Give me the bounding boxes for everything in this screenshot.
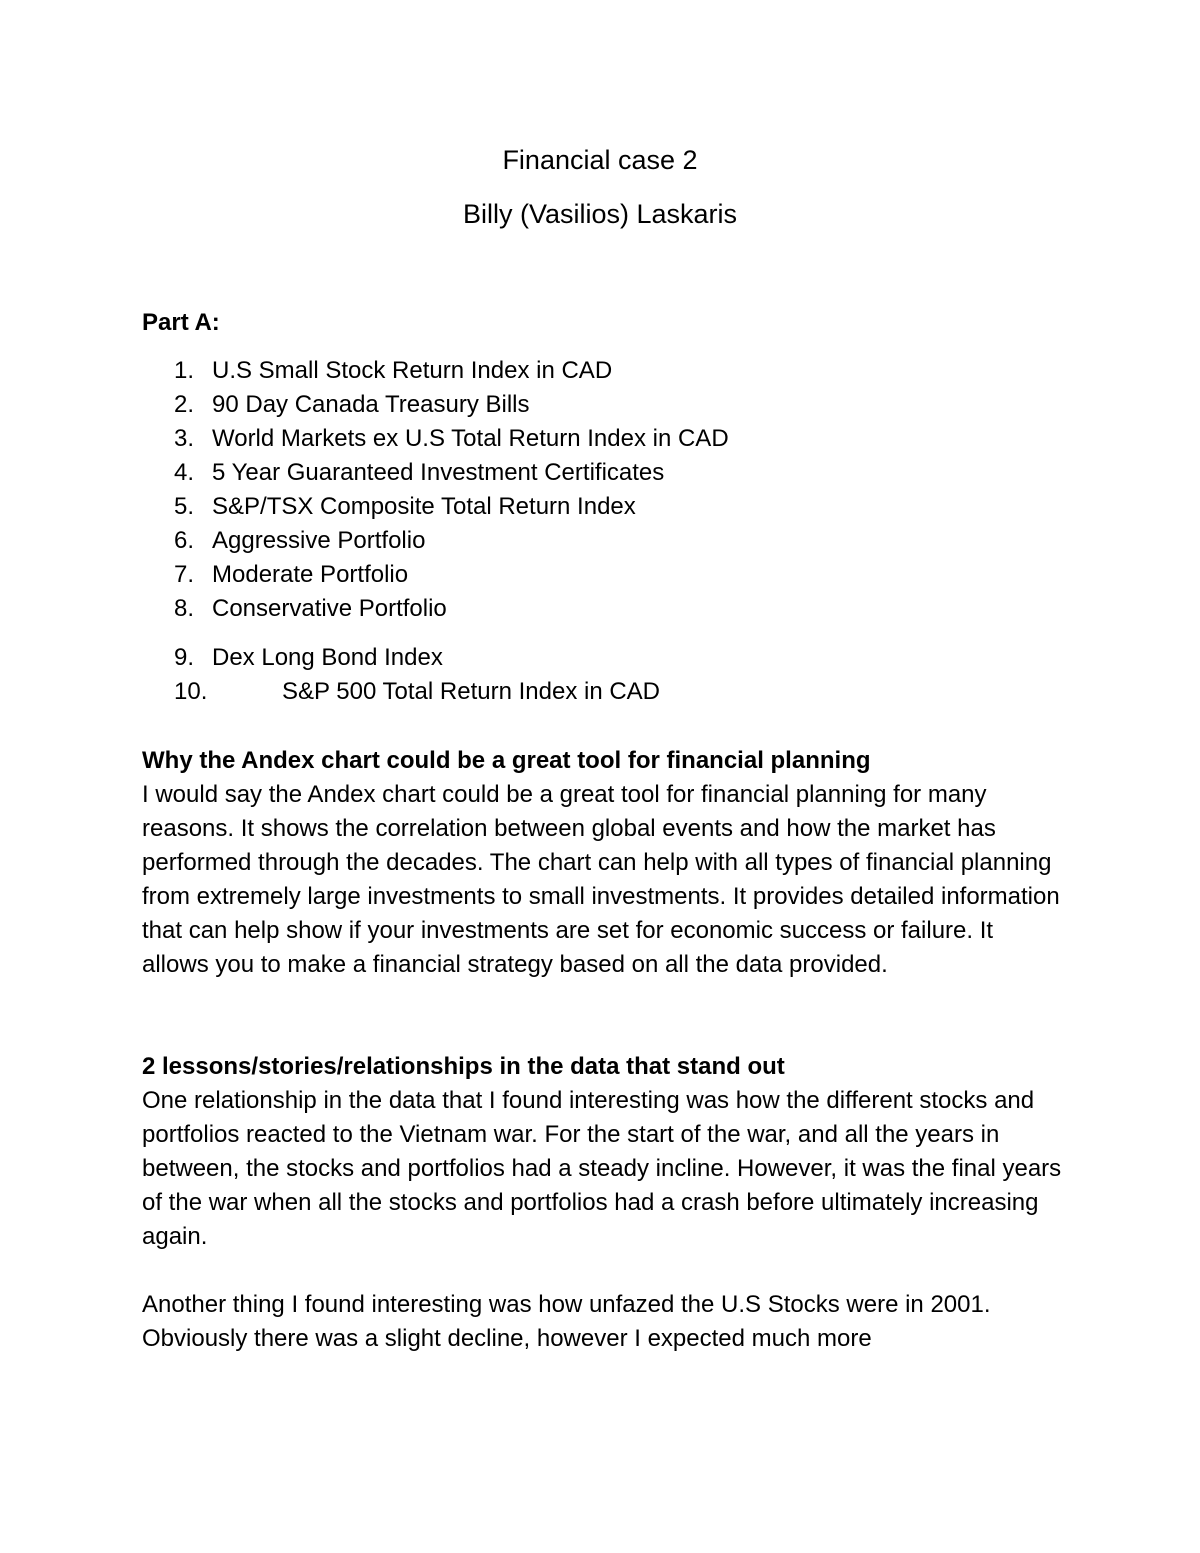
list-item [142, 558, 1062, 592]
list-item-text: Dex Long Bond Index [212, 644, 443, 671]
list-item-number: 6. [174, 527, 195, 554]
list-item-text: 5 Year Guaranteed Investment Certificates [212, 459, 665, 486]
section-paragraph: I would say the Andex chart could be a great tool for financial planning for many reasons. It shows the correlation between global events and how the market has performed through the decades. The chart can help with all types of financial planning from extremely large investments to small investments. It provides detailed information that can help show if your investments are set for economic success or failure. It allows you to make a financial strategy based on all the data provided. [142, 781, 1060, 978]
section-heading: 2 lessons/stories/relationships in the data that stand out [142, 1053, 785, 1080]
part-a-list [142, 354, 1062, 709]
list-item-text: S&P 500 Total Return Index in CAD [282, 678, 660, 705]
list-item-text: World Markets ex U.S Total Return Index in CAD [212, 425, 729, 452]
document-title: Financial case 2 [502, 145, 698, 175]
list-item-number: 4. [174, 459, 195, 486]
part-a-heading: Part A: [142, 309, 220, 336]
list-item [142, 641, 1062, 675]
list-item-number: 7. [174, 561, 195, 588]
section-paragraph: One relationship in the data that I found interesting was how the different stocks and portfolios reacted to the Vietnam war. For the start of the war, and all the years in between, the stocks and portfolios had a steady incline. However, it was the final years of the war when all the stocks and portfolios had a crash before ultimately increasing again. [142, 1087, 1062, 1250]
list-item-number: 9. [174, 644, 195, 671]
list-item-number: 10. [174, 678, 208, 705]
list-item [142, 592, 1062, 626]
list-item [142, 490, 1062, 524]
list-item-text: S&P/TSX Composite Total Return Index [212, 493, 636, 520]
section-andex-tool [142, 744, 1062, 982]
section-lessons [142, 1050, 1062, 1254]
list-item [142, 388, 1062, 422]
section-heading: Why the Andex chart could be a great tool for financial planning [142, 747, 871, 774]
list-item-text: Aggressive Portfolio [212, 527, 426, 554]
list-item-text: U.S Small Stock Return Index in CAD [212, 357, 613, 384]
list-item [142, 354, 1062, 388]
list-item-number: 8. [174, 595, 195, 622]
list-item-text: Conservative Portfolio [212, 595, 447, 622]
list-item [142, 675, 1062, 709]
document-author: Billy (Vasilios) Laskaris [462, 199, 738, 229]
list-item [142, 524, 1062, 558]
list-item-number: 5. [174, 493, 195, 520]
list-item-text: Moderate Portfolio [212, 561, 409, 588]
section-paragraph-continued [142, 1288, 1062, 1356]
list-item-number: 3. [174, 425, 195, 452]
section-paragraph: Another thing I found interesting was how unfazed the U.S Stocks were in 2001. Obviously there was a slight decline, however I expected much more [142, 1291, 991, 1352]
list-item-number: 1. [174, 357, 195, 384]
list-item [142, 456, 1062, 490]
list-item [142, 422, 1062, 456]
list-item-number: 2. [174, 391, 195, 418]
list-item-text: 90 Day Canada Treasury Bills [212, 391, 530, 418]
